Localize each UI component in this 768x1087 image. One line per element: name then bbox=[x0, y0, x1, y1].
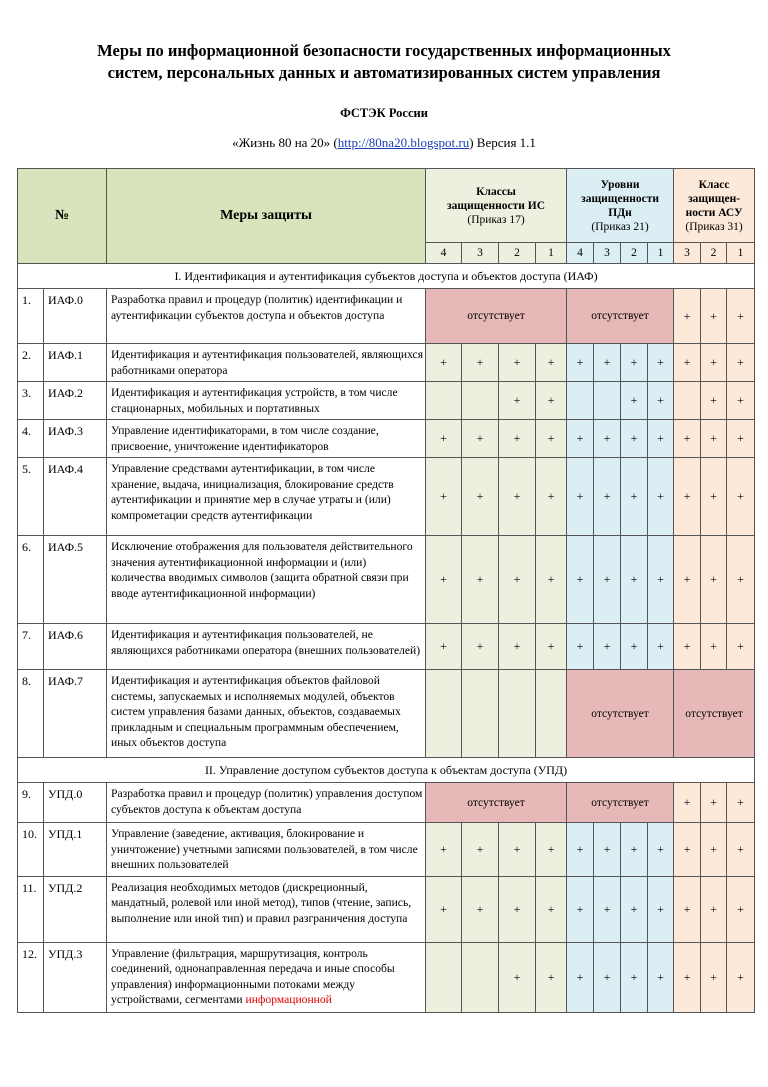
is-mark-cell bbox=[499, 670, 536, 758]
is-mark-cell: + bbox=[462, 823, 499, 877]
asu-mark-cell: + bbox=[674, 823, 701, 877]
table-row bbox=[18, 942, 755, 1012]
pd-mark-cell: + bbox=[567, 536, 594, 624]
measures-table bbox=[17, 168, 755, 1013]
level-pd-header: 1 bbox=[648, 243, 674, 264]
measure-description bbox=[107, 344, 426, 382]
pd-mark-cell: + bbox=[621, 458, 648, 536]
pd-mark-cell: + bbox=[621, 382, 648, 420]
level-pd-header: 4 bbox=[567, 243, 594, 264]
version-line bbox=[0, 135, 768, 151]
row-number: 1. bbox=[18, 289, 44, 344]
asu-mark-cell: + bbox=[674, 420, 701, 458]
table-row bbox=[18, 876, 755, 942]
asu-mark-cell: + bbox=[727, 458, 755, 536]
measure-description bbox=[107, 624, 426, 670]
is-mark-cell: + bbox=[536, 420, 567, 458]
asu-mark-cell: + bbox=[727, 624, 755, 670]
measure-description bbox=[107, 783, 426, 823]
asu-mark-cell: + bbox=[727, 289, 755, 344]
pd-mark-cell: + bbox=[621, 823, 648, 877]
pd-mark-cell: + bbox=[567, 942, 594, 1012]
pd-levels-header bbox=[567, 169, 674, 243]
measure-description bbox=[107, 823, 426, 877]
is-mark-cell bbox=[426, 670, 462, 758]
asu-mark-cell: + bbox=[701, 382, 727, 420]
is-mark-cell bbox=[462, 670, 499, 758]
measure-text: Реализация необходимых методов (дискреционный, мандатный, ролевой или иной метод), типов (чтение, запись, выполнение или иной тип) и правил разграничения доступа bbox=[111, 880, 412, 925]
asu-mark-cell: + bbox=[701, 823, 727, 877]
pd-mark-cell: + bbox=[594, 536, 621, 624]
version-prefix: «Жизнь 80 на 20» ( bbox=[232, 135, 338, 150]
asu-mark-cell: + bbox=[674, 458, 701, 536]
is-mark-cell: + bbox=[536, 876, 567, 942]
row-number: 6. bbox=[18, 536, 44, 624]
measure-text: Управление (заведение, активация, блокирование и уничтожение) учетными записями пользователей, в том числе внешних пользователей bbox=[111, 827, 418, 871]
measure-text: Идентификация и аутентификация пользователей, являющихся работниками оператора bbox=[111, 348, 424, 377]
table-row bbox=[18, 624, 755, 670]
pd-mark-cell: + bbox=[567, 876, 594, 942]
row-number: 2. bbox=[18, 344, 44, 382]
is-mark-cell: + bbox=[536, 624, 567, 670]
pd-mark-cell: + bbox=[648, 823, 674, 877]
is-mark-cell: + bbox=[536, 536, 567, 624]
asu-mark-cell: + bbox=[674, 942, 701, 1012]
is-mark-cell bbox=[462, 942, 499, 1012]
measure-text: Идентификация и аутентификация устройств, в том числе стационарных, мобильных и портативных bbox=[111, 386, 398, 415]
is-mark-cell: + bbox=[426, 624, 462, 670]
row-number: 10. bbox=[18, 823, 44, 877]
title-line-2: систем, персональных данных и автоматизированных систем управления bbox=[107, 63, 661, 82]
level-asu-header: 3 bbox=[674, 243, 701, 264]
measure-text: Управление (фильтрация, маршрутизация, контроль соединений, однонаправленная передача и иные способы управления) информационными потоками между устройствами, сегментами bbox=[111, 946, 395, 1006]
pd-mark-cell bbox=[594, 382, 621, 420]
document-subtitle: ФСТЭК России bbox=[340, 106, 428, 120]
is-classes-order: (Приказ 17) bbox=[467, 213, 525, 226]
pd-mark-cell: + bbox=[648, 624, 674, 670]
asu-mark-cell: + bbox=[674, 536, 701, 624]
is-mark-cell: + bbox=[426, 823, 462, 877]
asu-mark-cell: + bbox=[727, 344, 755, 382]
asu-mark-cell: + bbox=[701, 624, 727, 670]
asu-absent-cell: отсутствует bbox=[674, 670, 755, 758]
measure-description bbox=[107, 289, 426, 344]
row-number: 8. bbox=[18, 670, 44, 758]
is-mark-cell: + bbox=[536, 823, 567, 877]
measure-code: ИАФ.6 bbox=[44, 624, 107, 670]
is-mark-cell: + bbox=[499, 942, 536, 1012]
pd-levels-order: (Приказ 21) bbox=[591, 220, 649, 233]
asu-mark-cell: + bbox=[727, 382, 755, 420]
pd-absent-cell: отсутствует bbox=[567, 783, 674, 823]
measure-text: Разработка правил и процедур (политик) управления доступом субъектов доступа к объектам доступа bbox=[111, 787, 423, 816]
pd-mark-cell: + bbox=[621, 942, 648, 1012]
measure-code: УПД.1 bbox=[44, 823, 107, 877]
measure-description bbox=[107, 420, 426, 458]
row-number: 9. bbox=[18, 783, 44, 823]
title-line-1: Меры по информационной безопасности государственных информационных bbox=[97, 41, 671, 60]
row-number: 7. bbox=[18, 624, 44, 670]
pd-mark-cell: + bbox=[648, 942, 674, 1012]
level-is-header: 1 bbox=[536, 243, 567, 264]
measure-text-highlight: информационной bbox=[245, 993, 332, 1006]
is-mark-cell: + bbox=[426, 420, 462, 458]
is-absent-cell: отсутствует bbox=[426, 289, 567, 344]
blog-link[interactable]: http://80na20.blogspot.ru bbox=[337, 135, 470, 150]
table-row bbox=[18, 670, 755, 758]
asu-mark-cell: + bbox=[674, 624, 701, 670]
is-mark-cell: + bbox=[462, 420, 499, 458]
level-pd-header: 2 bbox=[621, 243, 648, 264]
measure-code: ИАФ.7 bbox=[44, 670, 107, 758]
measure-description bbox=[107, 536, 426, 624]
is-mark-cell: + bbox=[426, 458, 462, 536]
is-mark-cell: + bbox=[426, 536, 462, 624]
asu-mark-cell: + bbox=[701, 783, 727, 823]
is-mark-cell: + bbox=[499, 420, 536, 458]
table-row bbox=[18, 823, 755, 877]
measure-code: ИАФ.4 bbox=[44, 458, 107, 536]
pd-absent-cell: отсутствует bbox=[567, 289, 674, 344]
asu-mark-cell: + bbox=[674, 876, 701, 942]
measure-text: Идентификация и аутентификация объектов файловой системы, запускаемых и исполняемых модулей, объектов систем управления базами данных, объектов, создаваемых прикладным и специальным программным обеспечением, иных объектов доступа bbox=[111, 674, 401, 749]
table-row bbox=[18, 536, 755, 624]
is-mark-cell: + bbox=[536, 942, 567, 1012]
pd-mark-cell: + bbox=[594, 420, 621, 458]
is-mark-cell: + bbox=[499, 823, 536, 877]
asu-mark-cell: + bbox=[727, 876, 755, 942]
pd-mark-cell: + bbox=[567, 624, 594, 670]
row-number: 12. bbox=[18, 942, 44, 1012]
asu-mark-cell: + bbox=[727, 536, 755, 624]
pd-mark-cell: + bbox=[594, 458, 621, 536]
asu-mark-cell: + bbox=[701, 458, 727, 536]
measure-code: УПД.2 bbox=[44, 876, 107, 942]
table-row bbox=[18, 344, 755, 382]
is-mark-cell: + bbox=[426, 876, 462, 942]
measure-description bbox=[107, 458, 426, 536]
is-mark-cell: + bbox=[462, 624, 499, 670]
asu-mark-cell: + bbox=[727, 783, 755, 823]
asu-class-header bbox=[674, 169, 755, 243]
pd-levels-title: Уровни защищенности ПДн bbox=[581, 178, 659, 219]
asu-mark-cell: + bbox=[727, 942, 755, 1012]
table-row bbox=[18, 420, 755, 458]
pd-mark-cell: + bbox=[621, 420, 648, 458]
measure-code: УПД.3 bbox=[44, 942, 107, 1012]
level-asu-header: 2 bbox=[701, 243, 727, 264]
pd-absent-cell: отсутствует bbox=[567, 670, 674, 758]
pd-mark-cell: + bbox=[567, 458, 594, 536]
is-mark-cell bbox=[426, 942, 462, 1012]
measure-text: Управление идентификаторами, в том числе создание, присвоение, уничтожение идентификаторов bbox=[111, 424, 379, 453]
measure-text: Идентификация и аутентификация пользователей, не являющихся работниками оператора (внешних пользователей) bbox=[111, 628, 421, 657]
pd-mark-cell: + bbox=[621, 344, 648, 382]
is-mark-cell: + bbox=[499, 536, 536, 624]
measure-code: ИАФ.3 bbox=[44, 420, 107, 458]
asu-mark-cell: + bbox=[701, 942, 727, 1012]
is-mark-cell bbox=[462, 382, 499, 420]
pd-mark-cell: + bbox=[594, 344, 621, 382]
asu-class-order: (Приказ 31) bbox=[685, 220, 743, 233]
pd-mark-cell: + bbox=[594, 876, 621, 942]
is-mark-cell bbox=[536, 670, 567, 758]
measure-code: ИАФ.0 bbox=[44, 289, 107, 344]
measure-text: Разработка правил и процедур (политик) идентификации и аутентификации субъектов доступа и объектов доступа bbox=[111, 293, 403, 322]
pd-mark-cell: + bbox=[648, 382, 674, 420]
level-asu-header: 1 bbox=[727, 243, 755, 264]
measure-text: Исключение отображения для пользователя действительного значения аутентификационной информации и (или) количества вводимых символов (защита обратной связи при вводе аутентификационной информации) bbox=[111, 540, 413, 600]
asu-mark-cell: + bbox=[701, 420, 727, 458]
is-classes-header bbox=[426, 169, 567, 243]
column-number-header: № bbox=[18, 169, 107, 264]
table-row bbox=[18, 458, 755, 536]
is-mark-cell: + bbox=[536, 344, 567, 382]
column-measures-header: Меры защиты bbox=[107, 169, 426, 264]
pd-mark-cell: + bbox=[648, 344, 674, 382]
row-number: 11. bbox=[18, 876, 44, 942]
pd-mark-cell: + bbox=[621, 536, 648, 624]
pd-mark-cell: + bbox=[594, 624, 621, 670]
pd-mark-cell: + bbox=[648, 536, 674, 624]
section-title: II. Управление доступом субъектов доступа к объектам доступа (УПД) bbox=[18, 758, 755, 783]
pd-mark-cell: + bbox=[621, 876, 648, 942]
pd-mark-cell: + bbox=[567, 344, 594, 382]
section-header-row bbox=[18, 264, 755, 289]
table-row bbox=[18, 382, 755, 420]
measure-description bbox=[107, 876, 426, 942]
is-mark-cell: + bbox=[499, 344, 536, 382]
is-mark-cell bbox=[426, 382, 462, 420]
is-mark-cell: + bbox=[499, 624, 536, 670]
asu-mark-cell: + bbox=[674, 783, 701, 823]
table-row bbox=[18, 289, 755, 344]
row-number: 5. bbox=[18, 458, 44, 536]
is-mark-cell: + bbox=[499, 382, 536, 420]
pd-mark-cell: + bbox=[648, 876, 674, 942]
is-classes-title: Классы защищенности ИС bbox=[447, 185, 546, 212]
asu-class-title: Класс защищен-ности АСУ bbox=[685, 178, 743, 219]
is-mark-cell: + bbox=[499, 876, 536, 942]
asu-mark-cell: + bbox=[727, 420, 755, 458]
version-suffix: ) Версия 1.1 bbox=[469, 135, 536, 150]
measure-code: УПД.0 bbox=[44, 783, 107, 823]
level-is-header: 4 bbox=[426, 243, 462, 264]
asu-mark-cell: + bbox=[727, 823, 755, 877]
measure-code: ИАФ.1 bbox=[44, 344, 107, 382]
asu-mark-cell bbox=[674, 382, 701, 420]
asu-mark-cell: + bbox=[674, 344, 701, 382]
pd-mark-cell: + bbox=[594, 942, 621, 1012]
measure-text: Управление средствами аутентификации, в том числе хранение, выдача, инициализация, блокирование средств аутентификации и принятие мер в случае утраты и (или) компрометации средств аутентификации bbox=[111, 462, 394, 522]
asu-mark-cell: + bbox=[701, 289, 727, 344]
pd-mark-cell: + bbox=[567, 823, 594, 877]
pd-mark-cell: + bbox=[648, 420, 674, 458]
table-body bbox=[18, 264, 755, 1013]
table-row bbox=[18, 783, 755, 823]
asu-mark-cell: + bbox=[701, 344, 727, 382]
measure-description bbox=[107, 382, 426, 420]
row-number: 3. bbox=[18, 382, 44, 420]
measure-description bbox=[107, 670, 426, 758]
pd-mark-cell: + bbox=[594, 823, 621, 877]
row-number: 4. bbox=[18, 420, 44, 458]
is-mark-cell: + bbox=[499, 458, 536, 536]
pd-mark-cell: + bbox=[567, 420, 594, 458]
section-title: I. Идентификация и аутентификация субъектов доступа и объектов доступа (ИАФ) bbox=[18, 264, 755, 289]
level-is-header: 3 bbox=[462, 243, 499, 264]
measure-code: ИАФ.5 bbox=[44, 536, 107, 624]
pd-mark-cell: + bbox=[621, 624, 648, 670]
asu-mark-cell: + bbox=[701, 876, 727, 942]
document-title bbox=[40, 40, 728, 84]
level-pd-header: 3 bbox=[594, 243, 621, 264]
is-mark-cell: + bbox=[536, 458, 567, 536]
pd-mark-cell bbox=[567, 382, 594, 420]
asu-mark-cell: + bbox=[674, 289, 701, 344]
level-is-header: 2 bbox=[499, 243, 536, 264]
is-mark-cell: + bbox=[462, 536, 499, 624]
is-mark-cell: + bbox=[426, 344, 462, 382]
pd-mark-cell: + bbox=[648, 458, 674, 536]
measure-code: ИАФ.2 bbox=[44, 382, 107, 420]
measure-description bbox=[107, 942, 426, 1012]
asu-mark-cell: + bbox=[701, 536, 727, 624]
is-mark-cell: + bbox=[462, 876, 499, 942]
is-mark-cell: + bbox=[462, 458, 499, 536]
is-mark-cell: + bbox=[462, 344, 499, 382]
is-mark-cell: + bbox=[536, 382, 567, 420]
is-absent-cell: отсутствует bbox=[426, 783, 567, 823]
section-header-row bbox=[18, 758, 755, 783]
